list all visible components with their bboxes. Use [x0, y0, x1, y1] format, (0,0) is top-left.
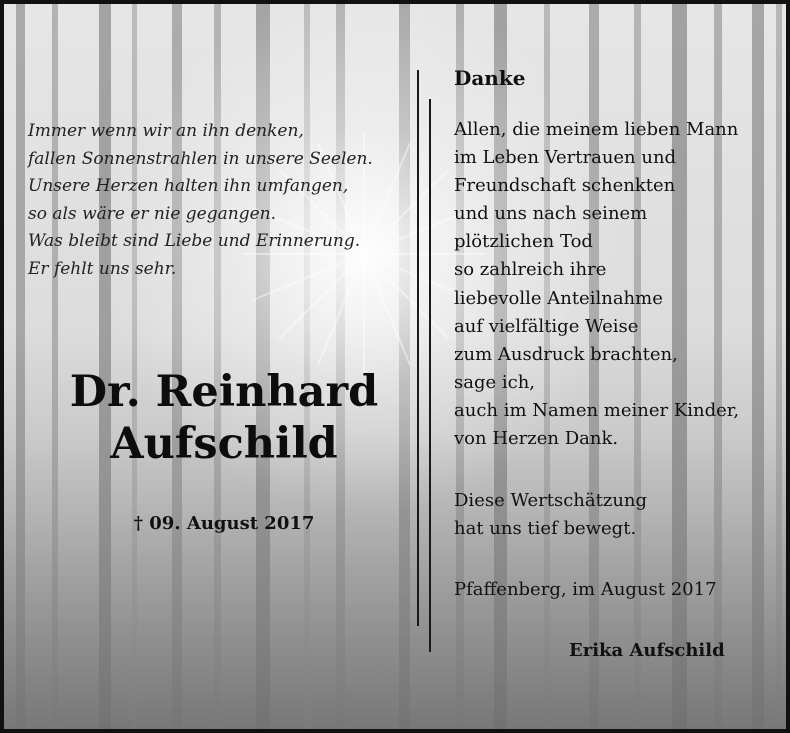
thanks-line: so zahlreich ihre: [454, 259, 607, 281]
thanks-line: im Leben Vertrauen und: [454, 147, 677, 169]
thanks-line: auch im Namen meiner Kinder,: [454, 399, 740, 421]
signature: Erika Aufschild: [569, 640, 725, 661]
name-line-first: Dr. Reinhard: [69, 367, 379, 417]
thanks-line: sage ich,: [454, 371, 536, 393]
poem-line: so als wäre er nie gegangen.: [28, 203, 276, 224]
appreciation-line: hat uns tief bewegt.: [454, 518, 637, 539]
poem-line: Was bleibt sind Liebe und Erinnerung.: [28, 231, 361, 252]
name-line-last: Aufschild: [110, 419, 338, 469]
place-and-date: Pfaffenberg, im August 2017: [454, 579, 717, 600]
thanks-line: liebevolle Anteilnahme: [454, 287, 663, 309]
thanks-line: von Herzen Dank.: [454, 428, 619, 450]
appreciation-message: [454, 487, 774, 543]
poem-line: fallen Sonnenstrahlen in unsere Seelen.: [28, 148, 373, 169]
thanks-message: [454, 116, 774, 453]
thanks-line: und uns nach seinem: [454, 203, 648, 225]
poem-line: Er fehlt uns sehr.: [28, 258, 177, 279]
thanks-line: plötzlichen Tod: [454, 231, 593, 253]
poem: [28, 118, 408, 284]
column-divider-left: [417, 70, 419, 626]
thanks-line: zum Ausdruck brachten,: [454, 343, 678, 365]
death-date: † 09. August 2017: [133, 513, 315, 534]
deceased-name: [24, 366, 424, 470]
column-divider-right: [429, 99, 431, 652]
thanks-line: Freundschaft schenkten: [454, 175, 676, 197]
thanks-line: auf vielfältige Weise: [454, 315, 639, 337]
thanks-line: Allen, die meinem lieben Mann: [454, 119, 739, 140]
poem-line: Unsere Herzen halten ihn umfangen,: [28, 176, 349, 197]
poem-line: Immer wenn wir an ihn denken,: [28, 121, 304, 141]
appreciation-line: Diese Wertschätzung: [454, 490, 648, 511]
thanks-heading: Danke: [454, 66, 526, 90]
